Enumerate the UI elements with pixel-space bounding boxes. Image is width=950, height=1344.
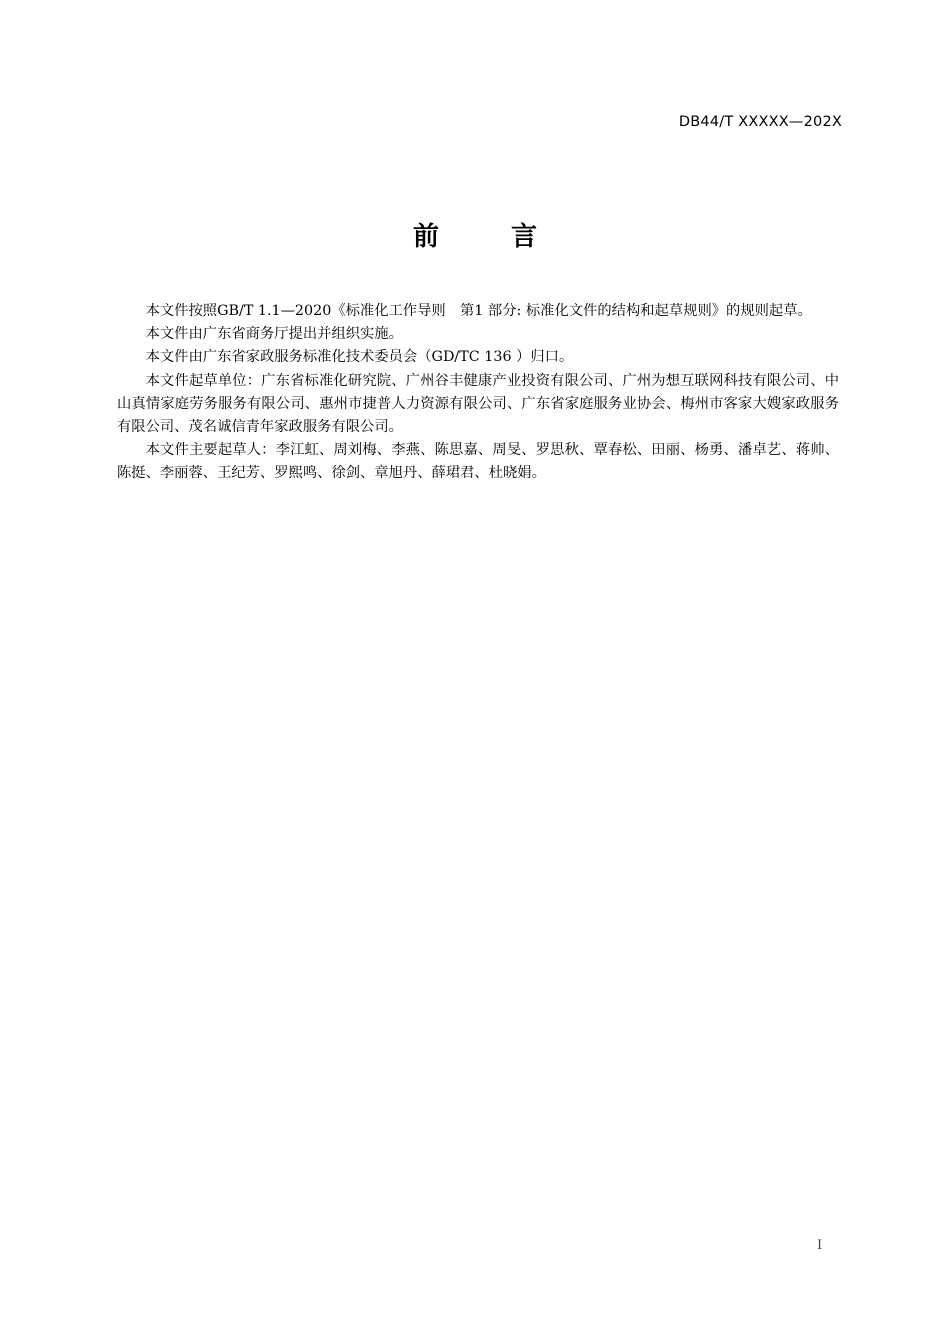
title-char-2: 言 xyxy=(511,222,538,252)
page-title xyxy=(0,216,950,253)
paragraph-committee: 本文件由广东省家政服务标准化技术委员会（GD/TC 136 ）归口。 xyxy=(145,349,574,366)
page-number: I xyxy=(817,1238,823,1253)
paragraph-drafting-units: 本文件起草单位：广东省标准化研究院、广州谷丰健康产业投资有限公司、广州为想互联网科技有限公司、中山真情家庭劳务服务有限公司、惠州市捷普人力资源有限公司、广东省家庭服务业协会、梅州市客家大嫂家政服务有限公司、茂名诚信青年家政服务有限公司。 xyxy=(117,372,839,436)
paragraph-proposer: 本文件由广东省商务厅提出并组织实施。 xyxy=(145,326,403,343)
foreword-body xyxy=(117,300,839,486)
title-char-1: 前 xyxy=(412,222,439,252)
paragraph-drafting-rules: 本文件按照GB/T 1.1—2020《标准化工作导则 第1 部分: 标准化文件的结构和起草规则》的规则起草。 xyxy=(145,303,812,319)
document-code: DB44/T XXXXX—202X xyxy=(678,114,842,130)
paragraph-drafters: 本文件主要起草人：李江虹、周刘梅、李燕、陈思嘉、周旻、罗思秋、覃春松、田丽、杨勇、潘卓艺、蒋帅、陈挺、李丽蓉、王纪芳、罗熙鸣、徐剑、章旭丹、薛珺君、杜晓娟。 xyxy=(117,442,839,482)
